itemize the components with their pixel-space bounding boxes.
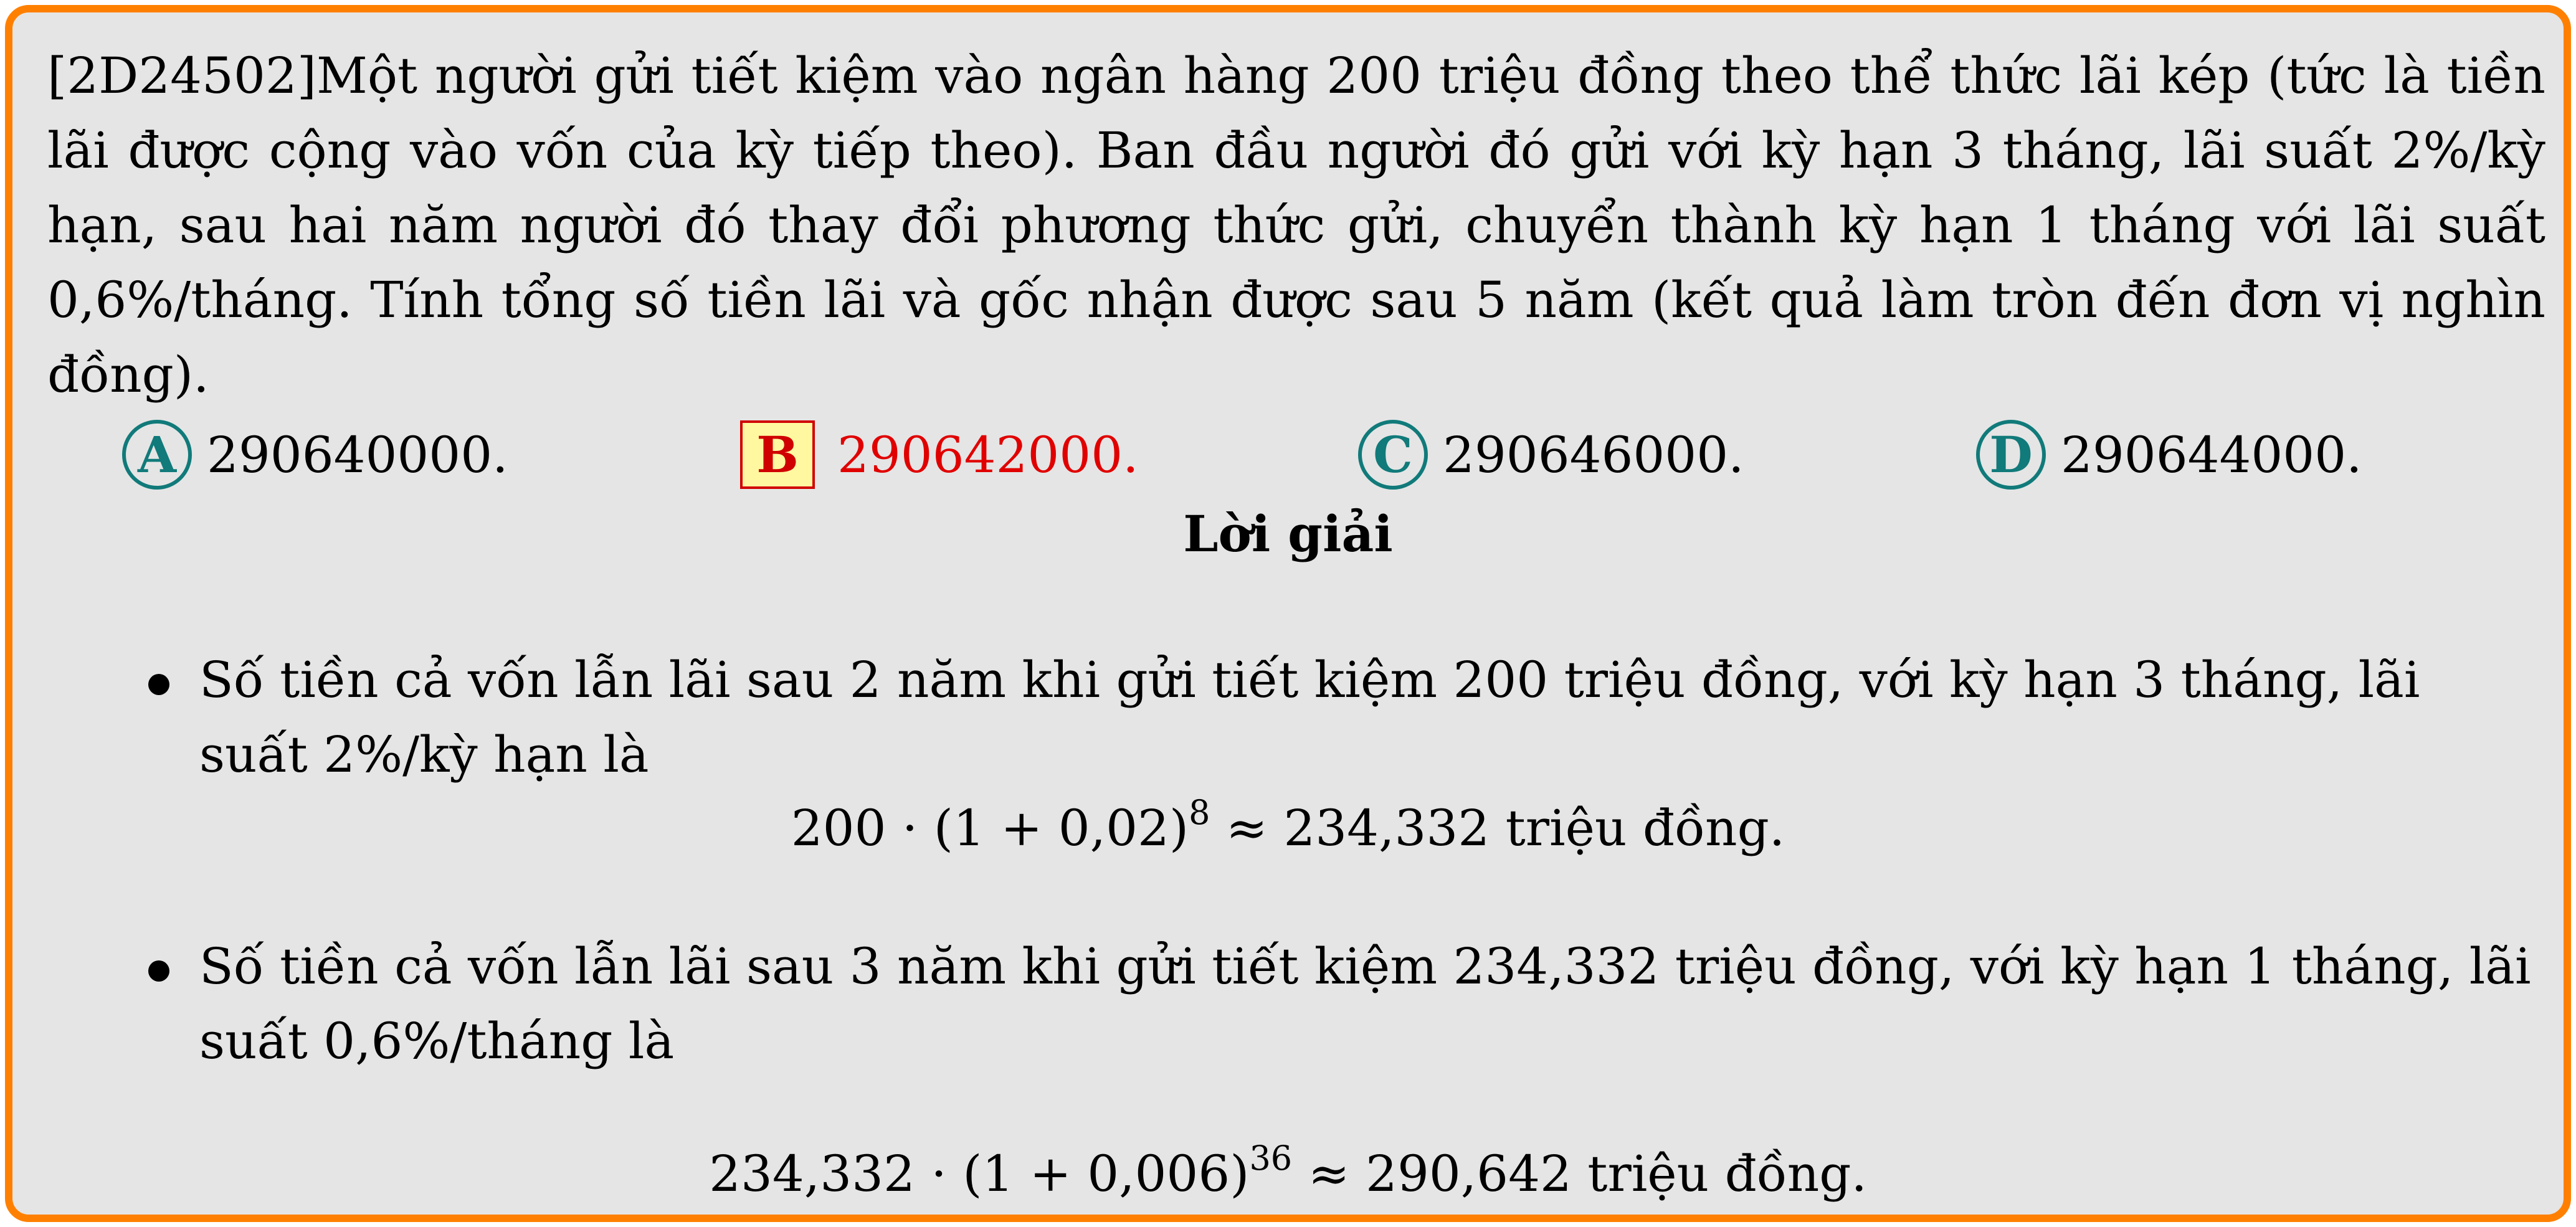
- choice-b-letter: B: [740, 420, 815, 489]
- choice-a[interactable]: [122, 417, 508, 492]
- bullet-icon: [148, 960, 169, 982]
- choice-b[interactable]: [740, 417, 1139, 492]
- answer-choices: [12, 417, 2564, 492]
- solution-step-1-formula: [12, 791, 2564, 866]
- solution-step-2-text: Số tiền cả vốn lẫn lãi sau 3 năm khi gửi tiết kiệm 234,332 triệu đồng, với kỳ hạn 1 tháng, lãi suất 0,6%/tháng là: [199, 937, 2531, 1070]
- step-1-formula-exponent: 8: [1189, 793, 1210, 832]
- choice-a-text: 290640000.: [207, 425, 508, 484]
- bullet-icon: [148, 674, 169, 695]
- step-2-formula-result: ≈ 290,642 triệu đồng.: [1292, 1145, 1867, 1203]
- choice-c-letter: C: [1358, 420, 1428, 490]
- step-2-formula-base: 234,332 · (1 + 0,006): [709, 1145, 1250, 1203]
- step-1-formula-base: 200 · (1 + 0,02): [791, 799, 1189, 857]
- solution-title: Lời giải: [1183, 505, 1393, 563]
- choice-d-text: 290644000.: [2061, 425, 2362, 484]
- solution-step-2-formula: [12, 1137, 2564, 1211]
- choice-c-text: 290646000.: [1443, 425, 1744, 484]
- step-2-formula-exponent: 36: [1249, 1139, 1293, 1178]
- choice-b-text: 290642000.: [837, 425, 1139, 484]
- choice-a-letter: A: [122, 420, 192, 490]
- step-1-formula-result: ≈ 234,332 triệu đồng.: [1210, 799, 1785, 857]
- question-text: [2D24502]Một người gửi tiết kiệm vào ngân hàng 200 triệu đồng theo thể thức lãi kép (tức là tiền lãi được cộng vào vốn của kỳ tiếp theo). Ban đầu người đó gửi với kỳ hạn 3 tháng, lãi suất 2%/kỳ hạn, sau hai năm người đó thay đổi phương thức gửi, chuyển thành kỳ hạn 1 tháng với lãi suất 0,6%/tháng. Tính tổng số tiền lãi và gốc nhận được sau 5 năm (kết quả làm tròn đến đơn vị nghìn đồng).: [47, 47, 2545, 404]
- solution-step-1-text: Số tiền cả vốn lẫn lãi sau 2 năm khi gửi tiết kiệm 200 triệu đồng, với kỳ hạn 3 tháng, lãi suất 2%/kỳ hạn là: [199, 651, 2420, 784]
- choice-d-letter: D: [1976, 420, 2046, 490]
- question-card: [5, 5, 2571, 1222]
- choice-d[interactable]: [1976, 417, 2362, 492]
- choice-c[interactable]: [1358, 417, 1744, 492]
